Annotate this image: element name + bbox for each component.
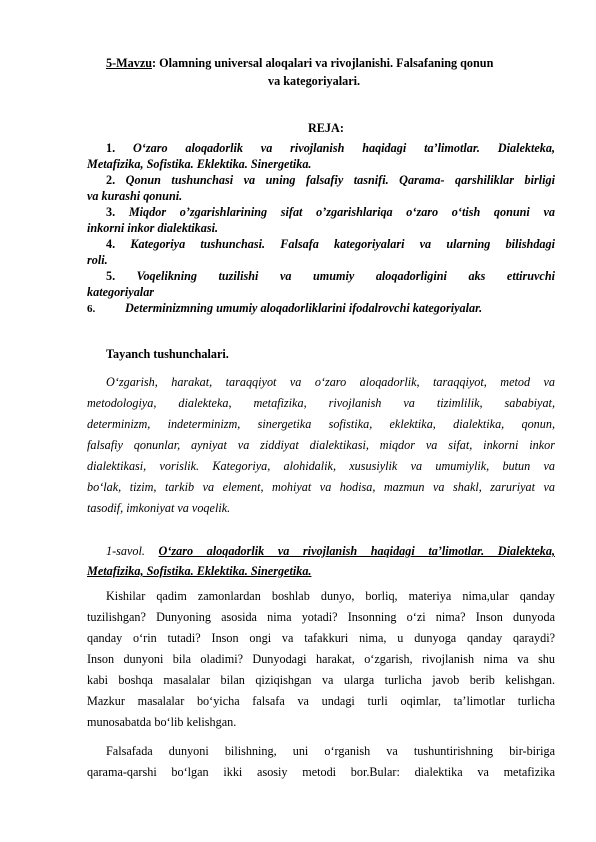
concepts-line-2: metodologiya, dialekteka, metafizika, rivojlanish va tizimlilik, sababiyat,	[87, 396, 555, 410]
paragraph-1-line-7: munosabatda bo‘lib kelishgan.	[87, 715, 237, 729]
paragraph-1-line-5: kabi boshqa masalalar bilan qiziqishgan va ularga turlicha javob berib kelishgan.	[87, 673, 555, 687]
plan-item-6-text: Determinizmning umumiy aloqadorliklarini ifodalrovchi kategoriyalar.	[125, 301, 483, 315]
topic-title-line-1	[106, 55, 493, 71]
concepts-line-3: determinizm, indeterminizm, sinergetika sofistika, eklektika, dialektika, qonun,	[87, 417, 555, 431]
topic-title-part1: : Olamning universal aloqalari va rivojlanishi. Falsafaning qonun	[152, 56, 494, 70]
concepts-line-5: dialektikasi, vorislik. Kategoriya, alohidalik, xususiylik va umumiylik, butun va	[87, 459, 555, 473]
concepts-line-7: tasodif, imkoniyat va voqelik.	[87, 501, 231, 515]
question-1-label: 1-savol.	[106, 544, 145, 558]
question-1-title-line-2: Metafizika, Sofistika. Eklektika. Sinergetika.	[87, 564, 312, 578]
paragraph-1-line-6: Mazkur masalalar bo‘yicha falsafa va undagi turli oqimlar, ta’limotlar turlicha	[87, 694, 555, 708]
plan-item-2-line-2: va kurashi qonuni.	[87, 189, 183, 203]
plan-heading: REJA:	[308, 121, 344, 135]
paragraph-2-line-1: Falsafada dunyoni bilishning, uni o‘rganish va tushuntirishning bir-biriga	[106, 744, 555, 758]
question-1-title-part1: O‘zaro aloqadorlik va rivojlanish haqidagi ta’limotlar. Dialekteka,	[158, 544, 555, 558]
paragraph-1-line-4: Inson dunyoni bila oladimi? Dunyodagi harakat, o‘zgarish, rivojlanish nima va shu	[87, 652, 555, 666]
plan-item-4-line-1: 4. Kategoriya tushunchasi. Falsafa kategoriyalari va ularning bilishdagi	[106, 237, 555, 251]
topic-label: 5-Mavzu	[106, 56, 153, 70]
plan-item-4-line-2: roli.	[87, 253, 108, 267]
concepts-line-1: O‘zgarish, harakat, taraqqiyot va o‘zaro aloqadorlik, taraqqiyot, metod va	[106, 375, 555, 389]
paragraph-1-line-1: Kishilar qadim zamonlardan boshlab dunyo, borliq, materiya nima,ular qanday	[106, 589, 555, 603]
paragraph-1-line-3: qanday o‘rin tutadi? Inson ongi va tafakkuri nima, u dunyoga qanday qaraydi?	[87, 631, 555, 645]
concepts-heading: Tayanch tushunchalari.	[106, 347, 229, 361]
concepts-line-6: bo‘lak, tizim, tarkib va element, mohiyat va hodisa, mazmun va shakl, zaruriyat va	[87, 480, 555, 494]
paragraph-2-line-2: qarama-qarshi bo‘lgan ikki asosiy metodi bor.Bular: dialektika va metafizika	[87, 765, 555, 779]
topic-title-line-2: va kategoriyalari.	[268, 74, 361, 88]
concepts-line-4: falsafiy qonunlar, ayniyat va ziddiyat dialektikasi, miqdor va sifat, inkorni inkor	[87, 438, 555, 452]
plan-item-3-line-1: 3. Miqdor o’zgarishlarining sifat o’zgarishlariqa o‘zaro o‘tish qonuni va	[106, 205, 555, 219]
plan-item-1-line-2: Metafizika, Sofistika. Eklektika. Sinergetika.	[87, 157, 312, 171]
plan-item-3-line-2: inkorni inkor dialektikasi.	[87, 221, 219, 235]
question-1-title-line-1	[106, 543, 555, 559]
plan-item-6-number: 6.	[87, 303, 96, 315]
plan-item-5-line-2: kategoriyalar	[87, 285, 155, 299]
plan-item-2-line-1: 2. Qonun tushunchasi va uning falsafiy tasnifi. Qarama- qarshiliklar birligi	[106, 173, 555, 187]
paragraph-1-line-2: tuzilishgan? Dunyoning asosida nima yotadi? Insonning o‘zi nima? Inson dunyoda	[87, 610, 555, 624]
plan-item-1-line-1: 1. O‘zaro aloqadorlik va rivojlanish haqidagi ta’limotlar. Dialekteka,	[106, 141, 555, 155]
plan-item-5-line-1: 5. Voqelikning tuzilishi va umumiy aloqadorligini aks ettiruvchi	[106, 269, 555, 283]
